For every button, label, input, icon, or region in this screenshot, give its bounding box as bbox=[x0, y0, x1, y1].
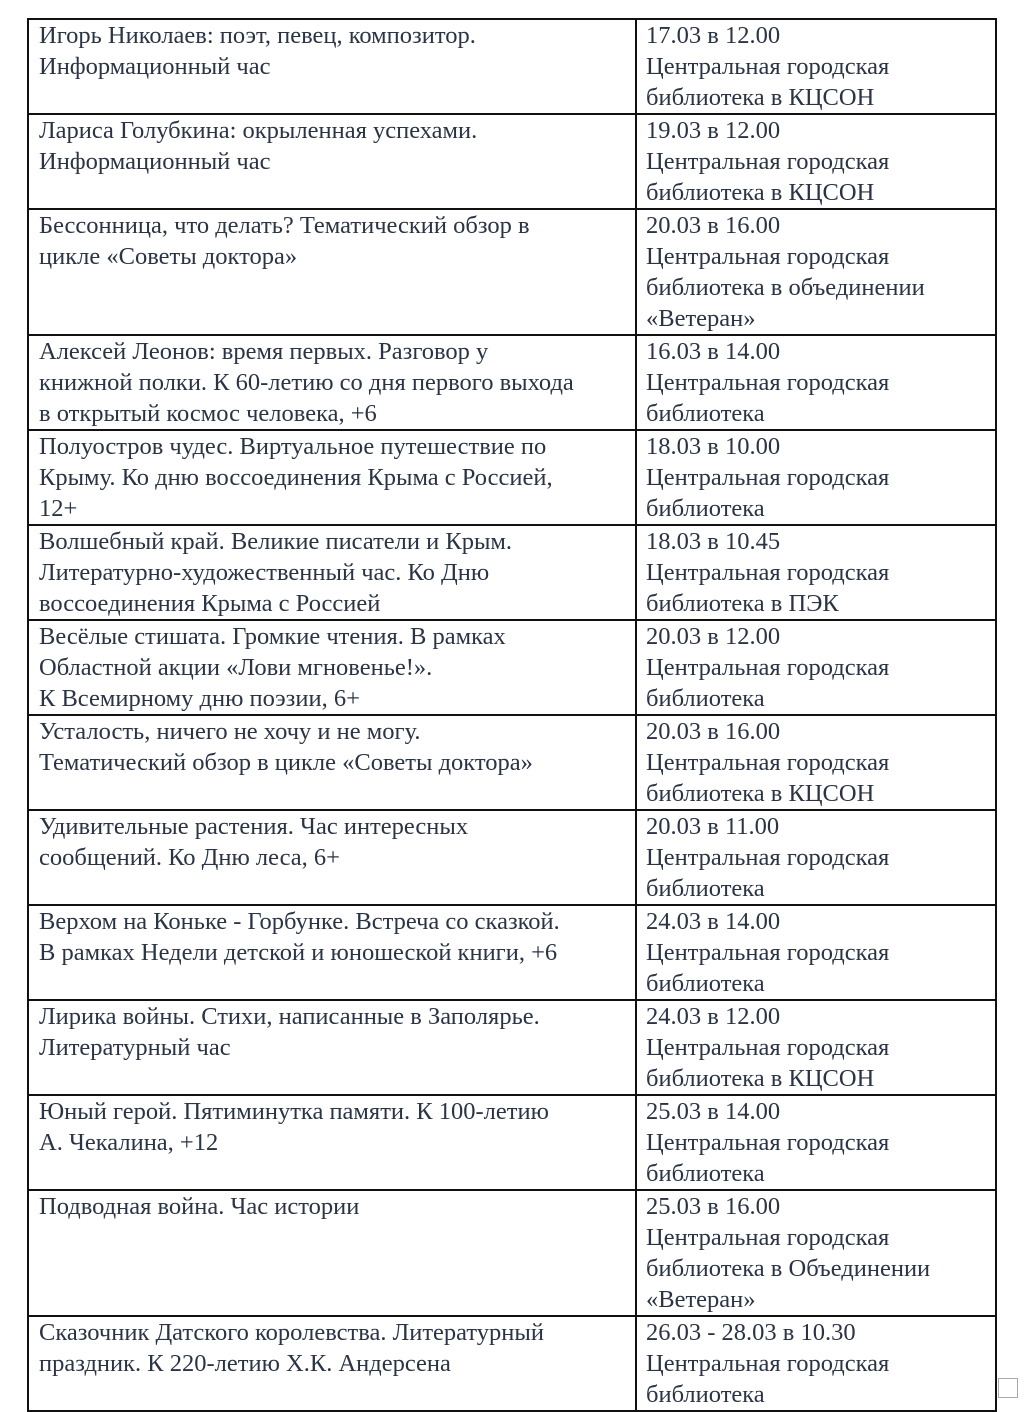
event-text-line: Верхом на Коньке - Горбунке. Встреча со сказкой. bbox=[39, 908, 560, 935]
date-place-line: библиотека bbox=[646, 1160, 765, 1187]
event-text-line: книжной полки. К 60-летию со дня первого выхода bbox=[39, 369, 574, 396]
date-place-line: 19.03 в 12.00 bbox=[646, 117, 781, 144]
date-place-line: библиотека bbox=[646, 970, 765, 997]
date-place-cell bbox=[636, 430, 996, 525]
event-text-line: Игорь Николаев: поэт, певец, композитор. bbox=[39, 22, 476, 49]
date-place-line: «Ветеран» bbox=[646, 305, 756, 332]
date-place-line: 26.03 - 28.03 в 10.30 bbox=[646, 1319, 856, 1346]
date-place-line: библиотека в Объединении bbox=[646, 1255, 931, 1282]
event-text-line: Волшебный край. Великие писатели и Крым. bbox=[39, 528, 513, 555]
date-place-cell bbox=[636, 335, 996, 430]
date-place-cell bbox=[636, 620, 996, 715]
date-place-line: 18.03 в 10.45 bbox=[646, 528, 781, 555]
event-cell bbox=[28, 114, 636, 209]
event-text-line: цикле «Советы доктора» bbox=[39, 243, 298, 270]
date-place-line: Центральная городская bbox=[646, 369, 890, 396]
event-cell bbox=[28, 19, 636, 114]
event-text-line: В рамках Недели детской и юношеской книги, +6 bbox=[39, 939, 558, 966]
date-place-line: 24.03 в 14.00 bbox=[646, 908, 781, 935]
event-text-line: Удивительные растения. Час интересных bbox=[39, 813, 469, 840]
event-cell bbox=[28, 810, 636, 905]
date-place-line: Центральная городская bbox=[646, 148, 890, 175]
event-cell bbox=[28, 1000, 636, 1095]
date-place-cell bbox=[636, 810, 996, 905]
date-place-cell bbox=[636, 1316, 996, 1411]
date-place-line: 16.03 в 14.00 bbox=[646, 338, 781, 365]
table-row bbox=[28, 430, 996, 525]
date-place-cell bbox=[636, 715, 996, 810]
date-place-cell bbox=[636, 19, 996, 114]
event-text-line: праздник. К 220-летию Х.К. Андерсена bbox=[39, 1350, 451, 1377]
date-place-line: библиотека bbox=[646, 1381, 765, 1408]
date-place-line: Центральная городская bbox=[646, 243, 890, 270]
date-place-line: Центральная городская bbox=[646, 1224, 890, 1251]
date-place-line: Центральная городская bbox=[646, 1129, 890, 1156]
event-text-line: А. Чекалина, +12 bbox=[39, 1129, 219, 1156]
event-cell bbox=[28, 430, 636, 525]
date-place-cell bbox=[636, 1095, 996, 1190]
date-place-line: библиотека bbox=[646, 875, 765, 902]
date-place-line: Центральная городская bbox=[646, 654, 890, 681]
event-text-line: в открытый космос человека, +6 bbox=[39, 400, 377, 427]
table-row bbox=[28, 905, 996, 1000]
event-cell bbox=[28, 1190, 636, 1316]
event-cell bbox=[28, 335, 636, 430]
date-place-line: Центральная городская bbox=[646, 53, 890, 80]
date-place-line: «Ветеран» bbox=[646, 1286, 756, 1313]
date-place-line: 18.03 в 10.00 bbox=[646, 433, 781, 460]
event-cell bbox=[28, 525, 636, 620]
event-text-line: Лирика войны. Стихи, написанные в Заполярье. bbox=[39, 1003, 540, 1030]
date-place-cell bbox=[636, 114, 996, 209]
table-row bbox=[28, 335, 996, 430]
event-cell bbox=[28, 905, 636, 1000]
event-text-line: Усталость, ничего не хочу и не могу. bbox=[39, 718, 421, 745]
date-place-line: библиотека в КЦСОН bbox=[646, 179, 875, 206]
event-cell bbox=[28, 1095, 636, 1190]
event-text-line: Полуостров чудес. Виртуальное путешествие по bbox=[39, 433, 547, 460]
event-text-line: Сказочник Датского королевства. Литературный bbox=[39, 1319, 544, 1346]
date-place-line: 25.03 в 16.00 bbox=[646, 1193, 781, 1220]
event-text-line: Литературный час bbox=[39, 1034, 231, 1061]
event-text-line: сообщений. Ко Дню леса, 6+ bbox=[39, 844, 340, 871]
date-place-line: библиотека bbox=[646, 495, 765, 522]
event-text-line: Крыму. Ко дню воссоединения Крыма с Россией, bbox=[39, 464, 553, 491]
event-text-line: Юный герой. Пятиминутка памяти. К 100-летию bbox=[39, 1098, 549, 1125]
date-place-line: Центральная городская bbox=[646, 559, 890, 586]
date-place-line: Центральная городская bbox=[646, 844, 890, 871]
event-text-line: Бессонница, что делать? Тематический обзор в bbox=[39, 212, 530, 239]
date-place-line: 25.03 в 14.00 bbox=[646, 1098, 781, 1125]
table-row bbox=[28, 1316, 996, 1411]
date-place-line: библиотека в КЦСОН bbox=[646, 1065, 875, 1092]
table-row bbox=[28, 19, 996, 114]
date-place-line: библиотека bbox=[646, 400, 765, 427]
date-place-line: 20.03 в 11.00 bbox=[646, 813, 780, 840]
table-row bbox=[28, 525, 996, 620]
date-place-line: 17.03 в 12.00 bbox=[646, 22, 781, 49]
table-row bbox=[28, 810, 996, 905]
date-place-cell bbox=[636, 905, 996, 1000]
date-place-line: 20.03 в 16.00 bbox=[646, 718, 781, 745]
date-place-cell bbox=[636, 1190, 996, 1316]
event-text-line: Лариса Голубкина: окрыленная успехами. bbox=[39, 117, 478, 144]
date-place-line: Центральная городская bbox=[646, 1034, 890, 1061]
date-place-line: библиотека bbox=[646, 685, 765, 712]
date-place-line: 24.03 в 12.00 bbox=[646, 1003, 781, 1030]
date-place-line: библиотека в ПЭК bbox=[646, 590, 839, 617]
table-row bbox=[28, 1190, 996, 1316]
events-table bbox=[27, 18, 997, 1412]
date-place-line: библиотека в КЦСОН bbox=[646, 780, 875, 807]
table-row bbox=[28, 715, 996, 810]
event-text-line: Подводная война. Час истории bbox=[39, 1193, 360, 1220]
table-row bbox=[28, 1000, 996, 1095]
table-resize-handle[interactable] bbox=[998, 1378, 1018, 1398]
date-place-line: Центральная городская bbox=[646, 939, 890, 966]
table-row bbox=[28, 620, 996, 715]
date-place-line: 20.03 в 12.00 bbox=[646, 623, 781, 650]
date-place-line: библиотека в КЦСОН bbox=[646, 84, 875, 111]
table-row bbox=[28, 114, 996, 209]
event-text-line: Тематический обзор в цикле «Советы доктора» bbox=[39, 749, 533, 776]
event-text-line: К Всемирному дню поэзии, 6+ bbox=[39, 685, 360, 712]
date-place-line: 20.03 в 16.00 bbox=[646, 212, 781, 239]
table-row bbox=[28, 1095, 996, 1190]
date-place-cell bbox=[636, 1000, 996, 1095]
event-text-line: Литературно-художественный час. Ко Дню bbox=[39, 559, 490, 586]
event-text-line: Информационный час bbox=[39, 148, 271, 175]
event-text-line: Алексей Леонов: время первых. Разговор у bbox=[39, 338, 489, 365]
event-text-line: 12+ bbox=[39, 495, 78, 522]
event-text-line: воссоединения Крыма с Россией bbox=[39, 590, 381, 617]
date-place-line: Центральная городская bbox=[646, 749, 890, 776]
event-text-line: Информационный час bbox=[39, 53, 271, 80]
event-cell bbox=[28, 715, 636, 810]
event-cell bbox=[28, 1316, 636, 1411]
event-cell bbox=[28, 620, 636, 715]
date-place-cell bbox=[636, 209, 996, 335]
table-row bbox=[28, 209, 996, 335]
date-place-line: библиотека в объединении bbox=[646, 274, 925, 301]
date-place-line: Центральная городская bbox=[646, 1350, 890, 1377]
event-cell bbox=[28, 209, 636, 335]
date-place-cell bbox=[636, 525, 996, 620]
event-text-line: Областной акции «Лови мгновенье!». bbox=[39, 654, 433, 681]
date-place-line: Центральная городская bbox=[646, 464, 890, 491]
event-text-line: Весёлые стишата. Громкие чтения. В рамках bbox=[39, 623, 506, 650]
